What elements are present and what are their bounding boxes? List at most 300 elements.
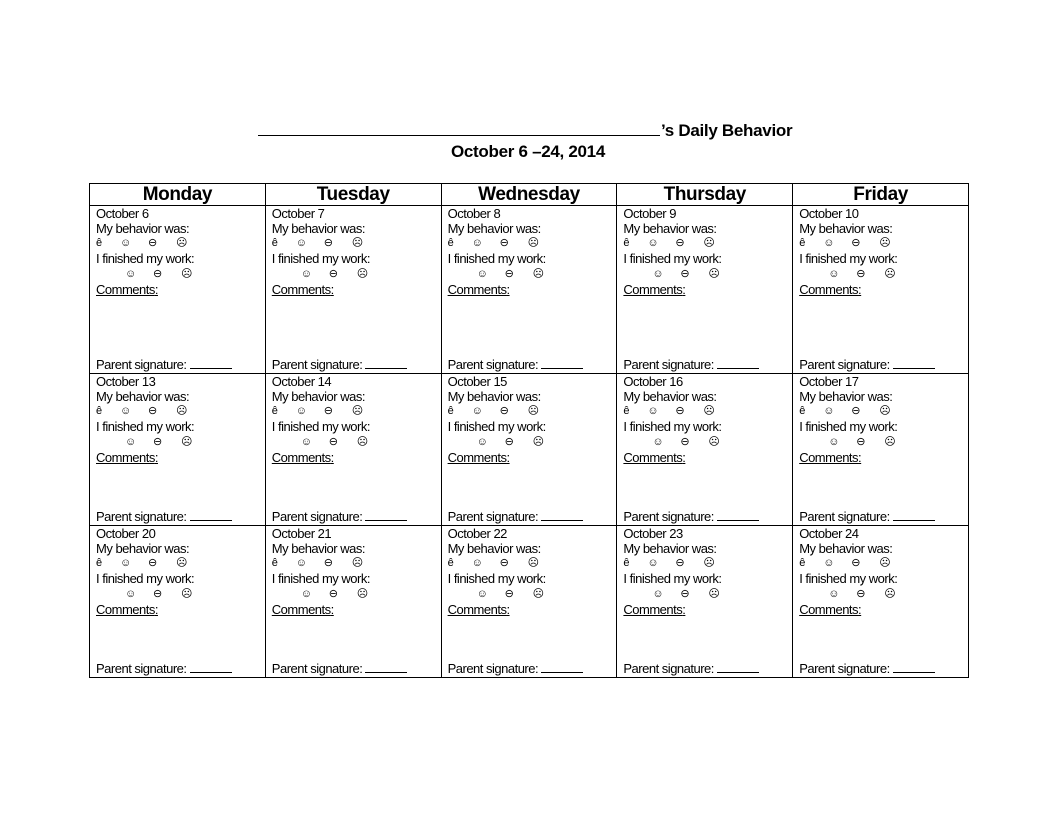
day-date: October 7: [271, 206, 325, 221]
comments-label: [96, 602, 265, 617]
day-cell: [265, 206, 441, 374]
neutral-face-icon[interactable]: ⊖: [675, 557, 685, 569]
smiley-face-icon[interactable]: ☺: [647, 557, 659, 569]
frowning-face-icon[interactable]: ☹: [176, 405, 187, 417]
comments-label: [448, 450, 617, 465]
parent-signature-label: Parent signature:: [96, 661, 187, 676]
day-date: October 14: [271, 374, 332, 389]
star-rating-icon[interactable]: ê: [623, 405, 630, 417]
comments-label: [272, 450, 441, 465]
student-name-blank[interactable]: [258, 121, 660, 136]
frowning-face-icon[interactable]: ☹: [708, 436, 720, 448]
star-rating-icon[interactable]: ê: [799, 405, 805, 417]
neutral-face-icon[interactable]: ⊖: [153, 436, 162, 448]
parent-signature: [623, 661, 759, 676]
comments-label: [799, 450, 968, 465]
neutral-face-icon[interactable]: ⊖: [851, 237, 860, 249]
star-rating-icon[interactable]: ê: [96, 237, 102, 249]
neutral-face-icon[interactable]: ⊖: [856, 268, 865, 280]
comments-text: Comments: [96, 450, 155, 465]
comments-label: [623, 450, 792, 465]
neutral-face-icon[interactable]: ⊖: [504, 436, 514, 448]
neutral-face-icon[interactable]: ⊖: [504, 268, 514, 280]
parent-signature: [272, 357, 408, 372]
comments-colon: :: [858, 450, 862, 465]
work-label: I finished my work:: [447, 571, 546, 586]
neutral-face-icon[interactable]: ⊖: [499, 405, 509, 417]
week-row: [90, 526, 969, 678]
frowning-face-icon[interactable]: ☹: [532, 436, 544, 448]
neutral-face-icon[interactable]: ⊖: [499, 557, 509, 569]
day-cell: [793, 374, 969, 526]
parent-signature: [272, 661, 408, 676]
day-cell-content: [90, 374, 265, 525]
calendar-body: [90, 206, 969, 678]
neutral-face-icon[interactable]: ⊖: [680, 436, 690, 448]
smiley-face-icon[interactable]: ☺: [120, 237, 131, 249]
parent-signature-label: Parent signature:: [623, 661, 714, 676]
day-cell-content: [793, 206, 968, 373]
behavior-label: My behavior was:: [799, 221, 893, 236]
parent-signature-blank[interactable]: [541, 357, 583, 369]
smiley-face-icon[interactable]: ☺: [120, 405, 131, 417]
smiley-face-icon[interactable]: ☺: [476, 436, 488, 448]
parent-signature-blank[interactable]: [541, 509, 583, 521]
day-cell: [265, 374, 441, 526]
work-label: I finished my work:: [799, 419, 898, 434]
parent-signature: [799, 661, 935, 676]
star-rating-icon[interactable]: ê: [623, 237, 630, 249]
work-label: I finished my work:: [447, 419, 546, 434]
day-date: October 24: [799, 526, 859, 541]
work-label: I finished my work:: [271, 251, 370, 266]
day-header-monday: Monday: [90, 184, 266, 206]
work-label: I finished my work:: [623, 419, 722, 434]
neutral-face-icon[interactable]: ⊖: [851, 557, 860, 569]
behavior-label: My behavior was:: [96, 221, 190, 236]
comments-text: Comments: [799, 450, 859, 465]
comments-label: [96, 282, 265, 297]
smiley-face-icon[interactable]: ☺: [647, 405, 659, 417]
comments-text: Comments: [271, 450, 331, 465]
work-label: I finished my work:: [96, 251, 195, 266]
smiley-face-icon[interactable]: ☺: [647, 237, 659, 249]
frowning-face-icon[interactable]: ☹: [703, 237, 715, 249]
smiley-face-icon[interactable]: ☺: [295, 557, 307, 569]
parent-signature-label: Parent signature:: [271, 661, 363, 676]
smiley-face-icon[interactable]: ☺: [125, 268, 136, 280]
neutral-face-icon[interactable]: ⊖: [856, 588, 865, 600]
behavior-faces: [623, 404, 792, 419]
work-label: I finished my work:: [96, 571, 195, 586]
neutral-face-icon[interactable]: ⊖: [504, 588, 514, 600]
comments-text: Comments: [623, 450, 683, 465]
day-cell-content: [90, 526, 265, 677]
day-cell: [265, 526, 441, 678]
work-label: I finished my work:: [271, 571, 370, 586]
parent-signature: [448, 509, 584, 524]
smiley-face-icon[interactable]: ☺: [295, 405, 307, 417]
frowning-face-icon[interactable]: ☹: [356, 588, 368, 600]
frowning-face-icon[interactable]: ☹: [879, 237, 891, 249]
smiley-face-icon[interactable]: ☺: [120, 557, 131, 569]
parent-signature: [448, 357, 584, 372]
frowning-face-icon[interactable]: ☹: [181, 268, 192, 280]
behavior-faces: [799, 236, 968, 251]
smiley-face-icon[interactable]: ☺: [476, 588, 488, 600]
comments-colon: :: [682, 450, 686, 465]
comments-label: [272, 282, 441, 297]
work-faces: [799, 434, 968, 450]
frowning-face-icon[interactable]: ☹: [879, 405, 891, 417]
week-row: [90, 206, 969, 374]
comments-colon: :: [858, 282, 862, 297]
parent-signature-label: Parent signature:: [623, 357, 714, 372]
behavior-faces: [272, 404, 441, 419]
parent-signature-label: Parent signature:: [799, 357, 890, 372]
behavior-faces: [272, 556, 441, 571]
smiley-face-icon[interactable]: ☺: [300, 588, 312, 600]
day-date: October 21: [271, 526, 332, 541]
day-cell-content: [617, 526, 792, 677]
comments-label: [96, 450, 265, 465]
work-faces: [623, 266, 792, 282]
neutral-face-icon[interactable]: ⊖: [851, 405, 860, 417]
smiley-face-icon[interactable]: ☺: [652, 436, 664, 448]
comments-text: Comments: [96, 282, 155, 297]
star-rating-icon[interactable]: ê: [96, 405, 102, 417]
neutral-face-icon[interactable]: ⊖: [153, 268, 162, 280]
parent-signature-label: Parent signature:: [271, 509, 363, 524]
comments-label: [448, 282, 617, 297]
frowning-face-icon[interactable]: ☹: [703, 557, 715, 569]
parent-signature-blank[interactable]: [190, 357, 232, 369]
parent-signature: [96, 357, 232, 372]
comments-text: Comments: [447, 602, 507, 617]
frowning-face-icon[interactable]: ☹: [884, 588, 896, 600]
behavior-faces: [623, 236, 792, 251]
star-rating-icon[interactable]: ê: [271, 405, 278, 417]
frowning-face-icon[interactable]: ☹: [879, 557, 891, 569]
parent-signature-blank[interactable]: [541, 661, 583, 673]
parent-signature-label: Parent signature:: [96, 357, 187, 372]
work-faces: [623, 434, 792, 450]
work-faces: [448, 586, 617, 602]
day-cell-content: [793, 526, 968, 677]
comments-colon: :: [154, 450, 158, 465]
frowning-face-icon[interactable]: ☹: [884, 436, 896, 448]
parent-signature: [448, 661, 584, 676]
frowning-face-icon[interactable]: ☹: [351, 557, 363, 569]
comments-colon: :: [154, 602, 158, 617]
parent-signature-label: Parent signature:: [623, 509, 714, 524]
star-rating-icon[interactable]: ê: [447, 405, 454, 417]
day-date: October 6: [96, 206, 149, 221]
frowning-face-icon[interactable]: ☹: [532, 268, 544, 280]
frowning-face-icon[interactable]: ☹: [181, 436, 192, 448]
comments-colon: :: [506, 282, 510, 297]
day-cell-content: [442, 374, 617, 525]
parent-signature-label: Parent signature:: [271, 357, 363, 372]
day-cell-content: [266, 526, 441, 677]
smiley-face-icon[interactable]: ☺: [300, 268, 312, 280]
smiley-face-icon[interactable]: ☺: [471, 237, 483, 249]
day-cell: [441, 206, 617, 374]
neutral-face-icon[interactable]: ⊖: [856, 436, 865, 448]
week-row: [90, 374, 969, 526]
frowning-face-icon[interactable]: ☹: [181, 588, 192, 600]
frowning-face-icon[interactable]: ☹: [884, 268, 896, 280]
work-label: I finished my work:: [799, 251, 898, 266]
frowning-face-icon[interactable]: ☹: [527, 237, 539, 249]
parent-signature: [272, 509, 408, 524]
work-faces: [96, 586, 265, 602]
star-rating-icon[interactable]: ê: [447, 237, 454, 249]
day-cell-content: [442, 206, 617, 373]
parent-signature-blank[interactable]: [717, 357, 759, 369]
smiley-face-icon[interactable]: ☺: [125, 436, 136, 448]
behavior-label: My behavior was:: [623, 221, 717, 236]
frowning-face-icon[interactable]: ☹: [708, 588, 720, 600]
smiley-face-icon[interactable]: ☺: [828, 268, 839, 280]
comments-colon: :: [330, 602, 334, 617]
day-date: October 15: [447, 374, 507, 389]
smiley-face-icon[interactable]: ☺: [652, 588, 664, 600]
day-date: October 20: [96, 526, 156, 541]
work-faces: [799, 266, 968, 282]
day-header-friday: Friday: [793, 184, 969, 206]
comments-colon: :: [330, 450, 334, 465]
behavior-label: My behavior was:: [799, 389, 893, 404]
day-cell-content: [793, 374, 968, 525]
frowning-face-icon[interactable]: ☹: [356, 268, 368, 280]
comments-text: Comments: [799, 602, 859, 617]
work-faces: [448, 266, 617, 282]
parent-signature-label: Parent signature:: [447, 661, 539, 676]
work-label: I finished my work:: [447, 251, 546, 266]
neutral-face-icon[interactable]: ⊖: [675, 405, 685, 417]
neutral-face-icon[interactable]: ⊖: [328, 436, 338, 448]
behavior-faces: [96, 404, 265, 419]
frowning-face-icon[interactable]: ☹: [527, 557, 539, 569]
comments-label: [623, 282, 792, 297]
date-range-heading: [0, 142, 1056, 162]
work-faces: [272, 434, 441, 450]
parent-signature-blank[interactable]: [190, 509, 232, 521]
parent-signature: [623, 357, 759, 372]
title-suffix: ’s Daily Behavior: [661, 121, 793, 140]
comments-text: Comments: [799, 282, 859, 297]
work-label: I finished my work:: [271, 419, 370, 434]
smiley-face-icon[interactable]: ☺: [828, 436, 839, 448]
smiley-face-icon[interactable]: ☺: [295, 237, 307, 249]
work-faces: [448, 434, 617, 450]
behavior-label: My behavior was:: [623, 541, 717, 556]
parent-signature-label: Parent signature:: [447, 357, 539, 372]
frowning-face-icon[interactable]: ☹: [703, 405, 715, 417]
comments-label: [448, 602, 617, 617]
neutral-face-icon[interactable]: ⊖: [680, 268, 690, 280]
day-cell: [617, 374, 793, 526]
neutral-face-icon[interactable]: ⊖: [328, 268, 338, 280]
smiley-face-icon[interactable]: ☺: [476, 268, 488, 280]
neutral-face-icon[interactable]: ⊖: [328, 588, 338, 600]
work-label: I finished my work:: [96, 419, 195, 434]
neutral-face-icon[interactable]: ⊖: [499, 237, 509, 249]
parent-signature: [96, 509, 232, 524]
work-faces: [96, 434, 265, 450]
comments-label: [799, 602, 968, 617]
smiley-face-icon[interactable]: ☺: [471, 557, 483, 569]
behavior-label: My behavior was:: [799, 541, 893, 556]
day-date: October 23: [623, 526, 683, 541]
day-cell-content: [266, 206, 441, 373]
parent-signature-blank[interactable]: [893, 357, 935, 369]
neutral-face-icon[interactable]: ⊖: [323, 405, 333, 417]
comments-label: [799, 282, 968, 297]
star-rating-icon[interactable]: ê: [271, 557, 278, 569]
day-header-wednesday: Wednesday: [441, 184, 617, 206]
behavior-label: My behavior was:: [96, 389, 190, 404]
work-faces: [272, 266, 441, 282]
day-header-thursday: Thursday: [617, 184, 793, 206]
neutral-face-icon[interactable]: ⊖: [148, 237, 157, 249]
smiley-face-icon[interactable]: ☺: [828, 588, 839, 600]
behavior-label: My behavior was:: [447, 541, 541, 556]
frowning-face-icon[interactable]: ☹: [176, 557, 187, 569]
day-cell: [617, 206, 793, 374]
day-date: October 10: [799, 206, 859, 221]
behavior-calendar: [89, 183, 969, 678]
smiley-face-icon[interactable]: ☺: [652, 268, 664, 280]
day-date: October 22: [447, 526, 507, 541]
comments-colon: :: [858, 602, 862, 617]
parent-signature-blank[interactable]: [717, 661, 759, 673]
frowning-face-icon[interactable]: ☹: [176, 237, 187, 249]
parent-signature-blank[interactable]: [717, 509, 759, 521]
comments-text: Comments: [623, 602, 683, 617]
date-range: October 6 –24, 2014: [450, 142, 605, 161]
star-rating-icon[interactable]: ê: [96, 557, 102, 569]
behavior-faces: [623, 556, 792, 571]
comments-text: Comments: [623, 282, 683, 297]
parent-signature-label: Parent signature:: [447, 509, 539, 524]
frowning-face-icon[interactable]: ☹: [351, 237, 363, 249]
comments-text: Comments: [96, 602, 155, 617]
comments-colon: :: [506, 602, 510, 617]
comments-colon: :: [154, 282, 158, 297]
behavior-faces: [96, 556, 265, 571]
day-cell-content: [90, 206, 265, 373]
star-rating-icon[interactable]: ê: [799, 557, 805, 569]
behavior-label: My behavior was:: [271, 221, 365, 236]
comments-text: Comments: [447, 450, 507, 465]
neutral-face-icon[interactable]: ⊖: [680, 588, 690, 600]
frowning-face-icon[interactable]: ☹: [708, 268, 720, 280]
frowning-face-icon[interactable]: ☹: [532, 588, 544, 600]
star-rating-icon[interactable]: ê: [447, 557, 454, 569]
work-faces: [623, 586, 792, 602]
behavior-faces: [448, 404, 617, 419]
neutral-face-icon[interactable]: ⊖: [323, 557, 333, 569]
neutral-face-icon[interactable]: ⊖: [148, 405, 157, 417]
work-label: I finished my work:: [623, 251, 722, 266]
work-label: I finished my work:: [623, 571, 722, 586]
comments-colon: :: [682, 602, 686, 617]
parent-signature-blank[interactable]: [190, 661, 232, 673]
work-faces: [799, 586, 968, 602]
parent-signature-blank[interactable]: [893, 661, 935, 673]
star-rating-icon[interactable]: ê: [623, 557, 630, 569]
page-title: [258, 121, 792, 141]
smiley-face-icon[interactable]: ☺: [823, 405, 834, 417]
day-cell: [441, 374, 617, 526]
day-date: October 8: [447, 206, 501, 221]
smiley-face-icon[interactable]: ☺: [823, 237, 834, 249]
behavior-faces: [448, 556, 617, 571]
neutral-face-icon[interactable]: ⊖: [148, 557, 157, 569]
frowning-face-icon[interactable]: ☹: [351, 405, 363, 417]
star-rating-icon[interactable]: ê: [271, 237, 278, 249]
parent-signature: [623, 509, 759, 524]
behavior-faces: [448, 236, 617, 251]
behavior-label: My behavior was:: [623, 389, 717, 404]
behavior-label: My behavior was:: [447, 221, 541, 236]
behavior-label: My behavior was:: [271, 389, 365, 404]
parent-signature-blank[interactable]: [365, 357, 407, 369]
smiley-face-icon[interactable]: ☺: [823, 557, 834, 569]
day-cell: [90, 526, 266, 678]
star-rating-icon[interactable]: ê: [799, 237, 805, 249]
parent-signature-label: Parent signature:: [96, 509, 187, 524]
frowning-face-icon[interactable]: ☹: [527, 405, 539, 417]
comments-text: Comments: [271, 282, 331, 297]
day-cell-content: [442, 526, 617, 677]
parent-signature-label: Parent signature:: [799, 661, 890, 676]
neutral-face-icon[interactable]: ⊖: [153, 588, 162, 600]
behavior-label: My behavior was:: [96, 541, 190, 556]
day-cell: [90, 206, 266, 374]
smiley-face-icon[interactable]: ☺: [471, 405, 483, 417]
neutral-face-icon[interactable]: ⊖: [675, 237, 685, 249]
day-cell: [793, 526, 969, 678]
neutral-face-icon[interactable]: ⊖: [323, 237, 333, 249]
comments-colon: :: [682, 282, 686, 297]
day-date: October 13: [96, 374, 156, 389]
day-cell: [90, 374, 266, 526]
smiley-face-icon[interactable]: ☺: [125, 588, 136, 600]
comments-colon: :: [330, 282, 334, 297]
parent-signature-blank[interactable]: [365, 509, 407, 521]
comments-label: [623, 602, 792, 617]
work-label: I finished my work:: [799, 571, 898, 586]
day-cell-content: [617, 374, 792, 525]
parent-signature-blank[interactable]: [893, 509, 935, 521]
frowning-face-icon[interactable]: ☹: [356, 436, 368, 448]
day-header-tuesday: Tuesday: [265, 184, 441, 206]
behavior-faces: [799, 556, 968, 571]
day-date: October 9: [623, 206, 676, 221]
parent-signature-label: Parent signature:: [799, 509, 890, 524]
behavior-faces: [96, 236, 265, 251]
day-cell: [793, 206, 969, 374]
day-header-row: [90, 184, 969, 206]
parent-signature-blank[interactable]: [365, 661, 407, 673]
smiley-face-icon[interactable]: ☺: [300, 436, 312, 448]
day-date: October 16: [623, 374, 683, 389]
day-cell: [441, 526, 617, 678]
day-date: October 17: [799, 374, 859, 389]
